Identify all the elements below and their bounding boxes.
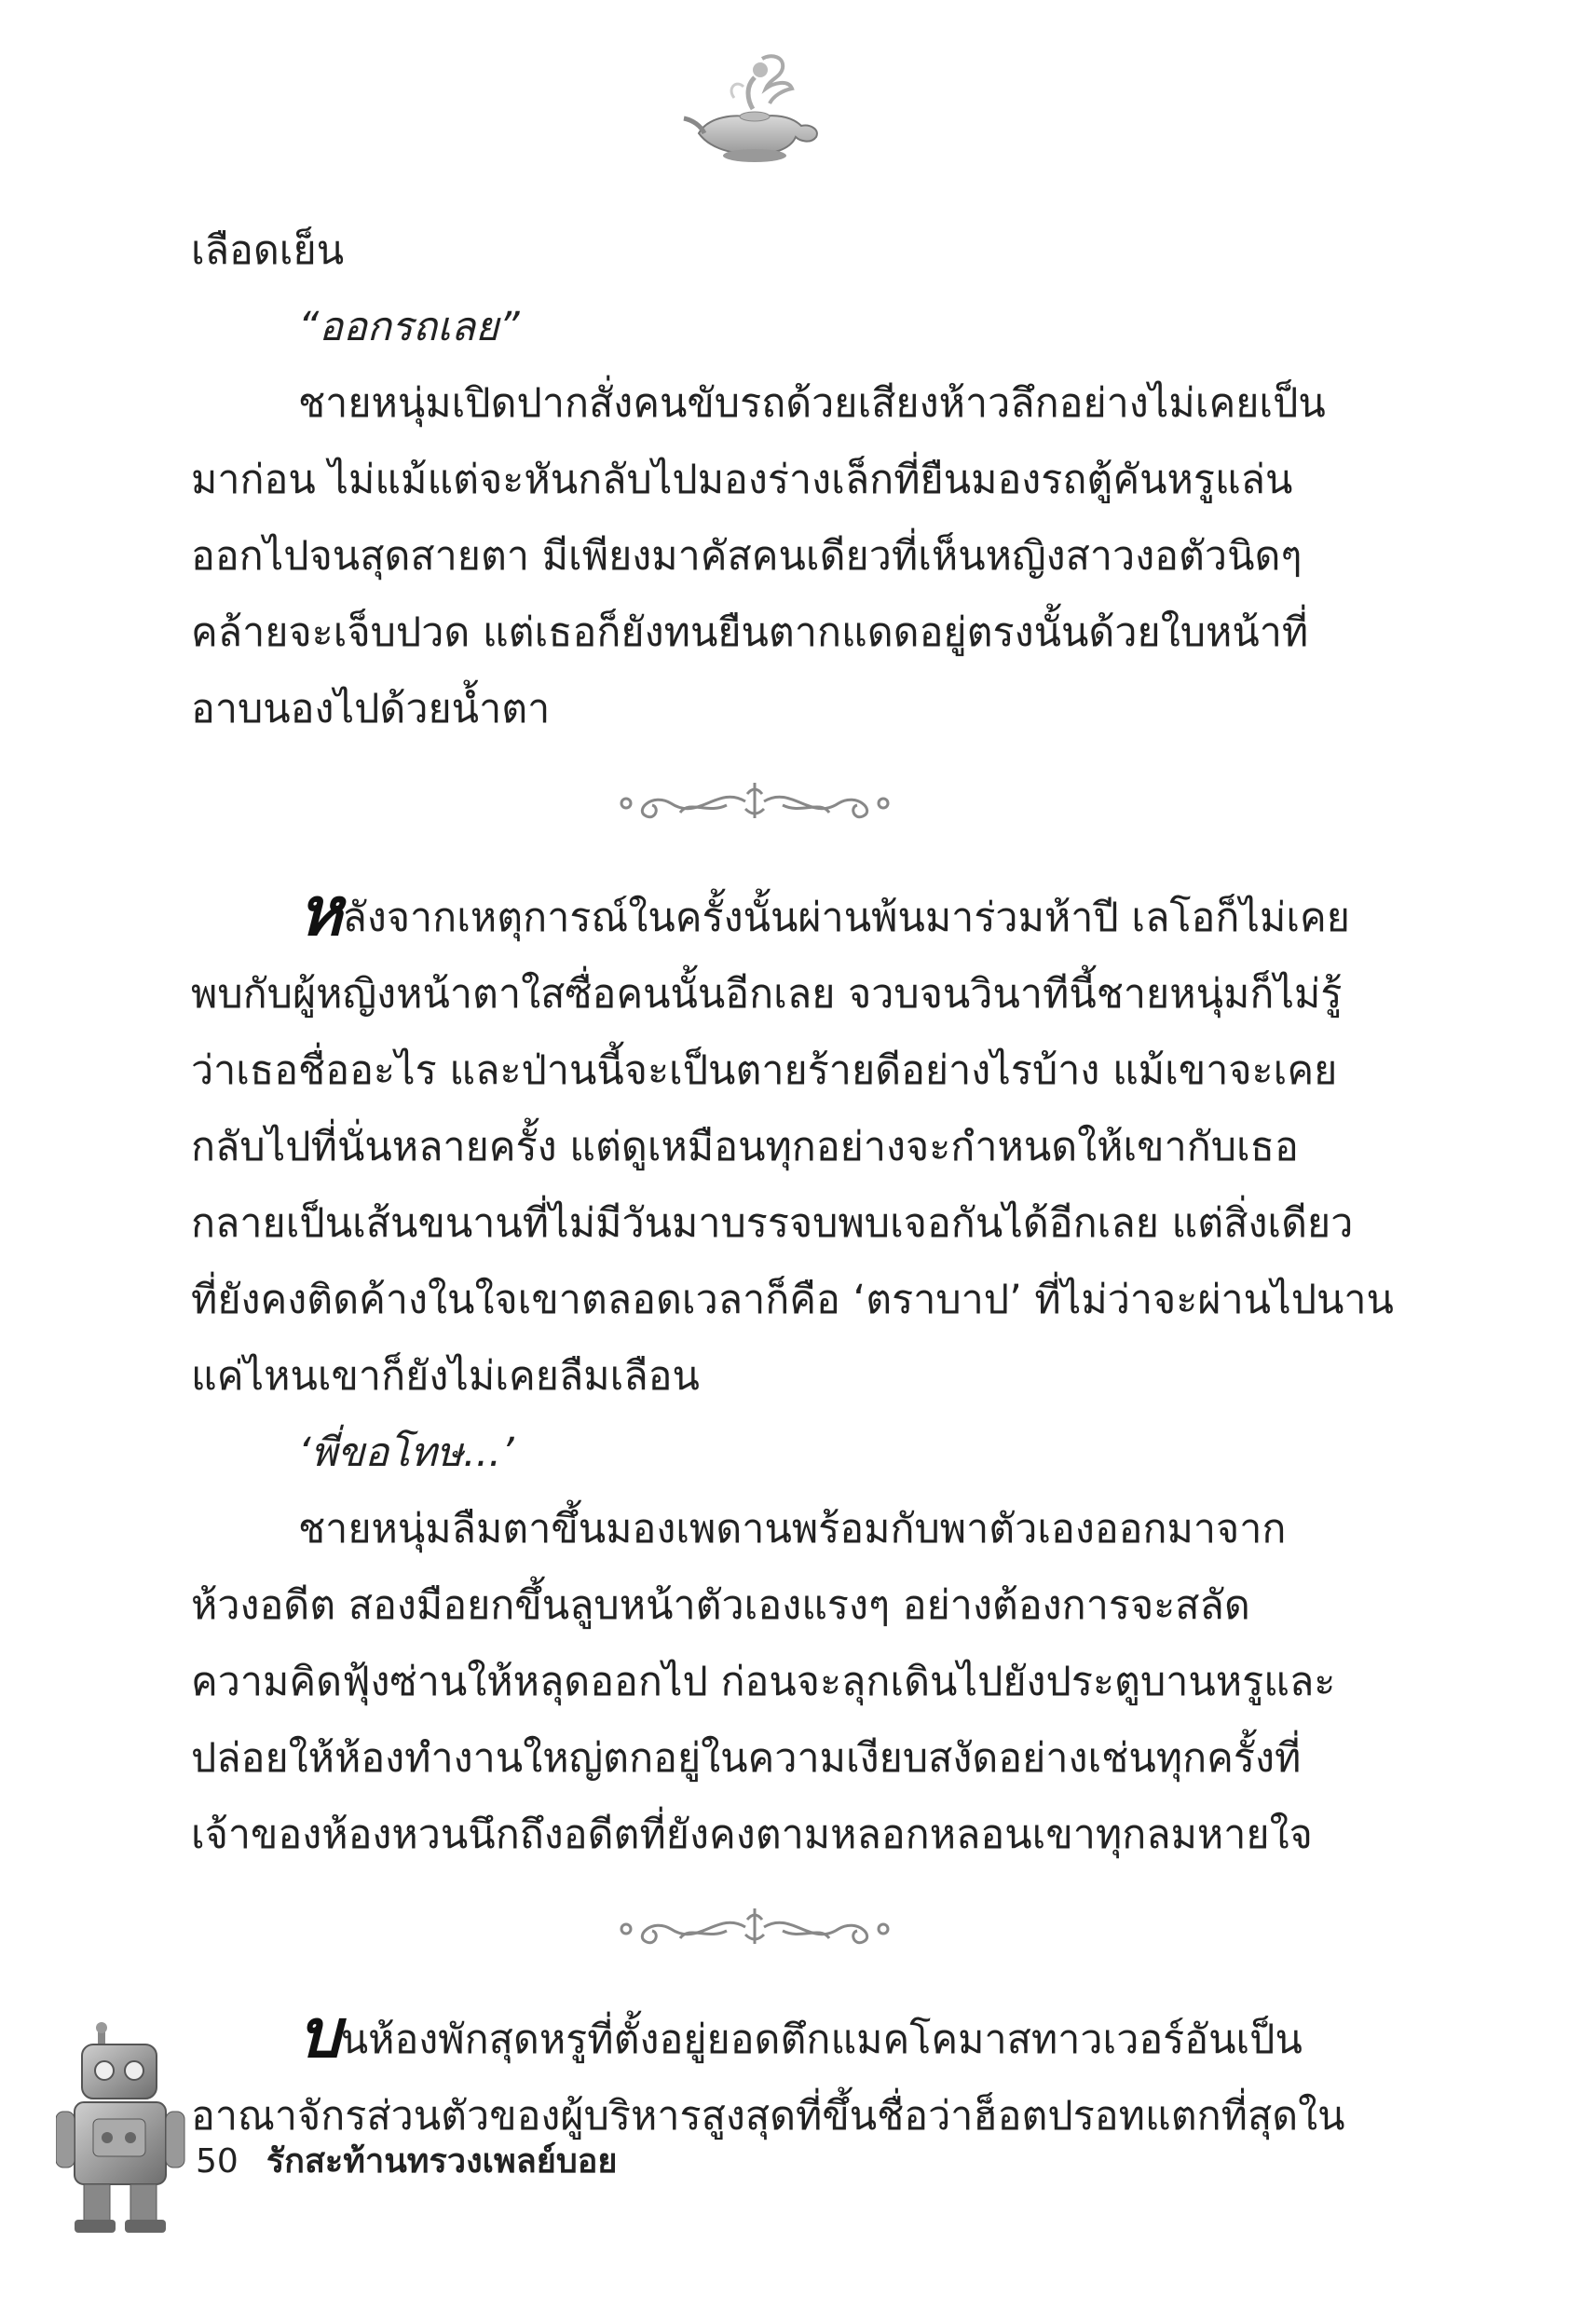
text-line: ปล่อยให้ห้องทำงานใหญ่ตกอยู่ในความเงียบสงัดอย่างเช่นทุกครั้งที่ bbox=[191, 1735, 1302, 1782]
dialogue-line: “ออกรถเลย” bbox=[298, 304, 520, 350]
text-line: ชายหนุ่มเปิดปากสั่งคนขับรถด้วยเสียงห้าวลึกอย่างไม่เคยเป็น bbox=[298, 380, 1326, 427]
text-line: อาบนองไปด้วยน้ำตา bbox=[191, 686, 551, 732]
text-line: พบกับผู้หญิงหน้าตาใสซื่อคนนั้นอีกเลย จวบจนวินาทีนี้ชายหนุ่มก็ไม่รู้ bbox=[191, 971, 1343, 1018]
text-line: กลายเป็นเส้นขนานที่ไม่มีวันมาบรรจบพบเจอกันได้อีกเลย แต่สิ่งเดียว bbox=[191, 1200, 1354, 1247]
drop-cap: ห bbox=[298, 872, 343, 950]
book-title: รักสะท้านทรวงเพลย์บอย bbox=[266, 2142, 618, 2181]
text-line: อาณาจักรส่วนตัวของผู้บริหารสูงสุดที่ขึ้นชื่อว่าฮ็อตปรอทแตกที่สุดใน bbox=[191, 2093, 1345, 2140]
page-footer bbox=[196, 2139, 617, 2185]
text-line: ชายหนุ่มลืมตาขึ้นมองเพดานพร้อมกับพาตัวเองออกมาจาก bbox=[298, 1506, 1287, 1552]
scroll-flourish-icon bbox=[615, 1892, 894, 1957]
drop-cap: บ bbox=[298, 1994, 341, 2072]
text-line: แค่ไหนเขาก็ยังไม่เคยลืมเลือน bbox=[191, 1353, 700, 1400]
text-line: ว่าเธอชื่ออะไร และป่านนี้จะเป็นตายร้ายดีอย่างไรบ้าง แม้เขาจะเคย bbox=[191, 1047, 1338, 1094]
text-line: กลับไปที่นั่นหลายครั้ง แต่ดูเหมือนทุกอย่างจะกำหนดให้เขากับเธอ bbox=[191, 1124, 1299, 1170]
text-line-rest: นห้องพักสุดหรูที่ตั้งอยู่ยอดตึกแมคโคมาสทาวเวอร์อันเป็น bbox=[340, 2017, 1303, 2063]
text-line bbox=[191, 1994, 1444, 2078]
text-line: คล้ายจะเจ็บปวด แต่เธอก็ยังทนยืนตากแดดอยู่ตรงนั้นด้วยใบหน้าที่ bbox=[191, 609, 1309, 656]
text-line: ห้วงอดีต สองมือยกขึ้นลูบหน้าตัวเองแรงๆ อย่างต้องการจะสลัด bbox=[191, 1582, 1250, 1629]
page-number: 50 bbox=[196, 2142, 239, 2181]
text-line-rest: ลังจากเหตุการณ์ในครั้งนั้นผ่านพ้นมาร่วมห้าปี เลโอก็ไม่เคย bbox=[342, 895, 1350, 941]
text-line: เลือดเย็น bbox=[191, 227, 345, 274]
text-line: ความคิดฟุ้งซ่านให้หลุดออกไป ก่อนจะลุกเดินไปยังประตูบานหรูและ bbox=[191, 1659, 1336, 1705]
scroll-flourish-icon bbox=[615, 766, 894, 831]
text-line: ที่ยังคงติดค้างในใจเขาตลอดเวลาก็คือ ‘ตราบาป’ ที่ไม่ว่าจะผ่านไปนาน bbox=[191, 1277, 1394, 1323]
text-line: เจ้าของห้องหวนนึกถึงอดีตที่ยังคงตามหลอกหลอนเขาทุกลมหายใจ bbox=[191, 1812, 1313, 1858]
robot-icon bbox=[56, 2022, 196, 2236]
text-line bbox=[191, 872, 1444, 956]
text-line: ออกไปจนสุดสายตา มีเพียงมาคัสคนเดียวที่เห็นหญิงสาวงอตัวนิดๆ bbox=[191, 533, 1303, 580]
magic-lamp-fairy-icon bbox=[680, 51, 829, 168]
dialogue-line: ‘พี่ขอโทษ...’ bbox=[298, 1429, 514, 1476]
text-line: มาก่อน ไม่แม้แต่จะหันกลับไปมองร่างเล็กที่ยืนมองรถตู้คันหรูแล่น bbox=[191, 457, 1293, 503]
